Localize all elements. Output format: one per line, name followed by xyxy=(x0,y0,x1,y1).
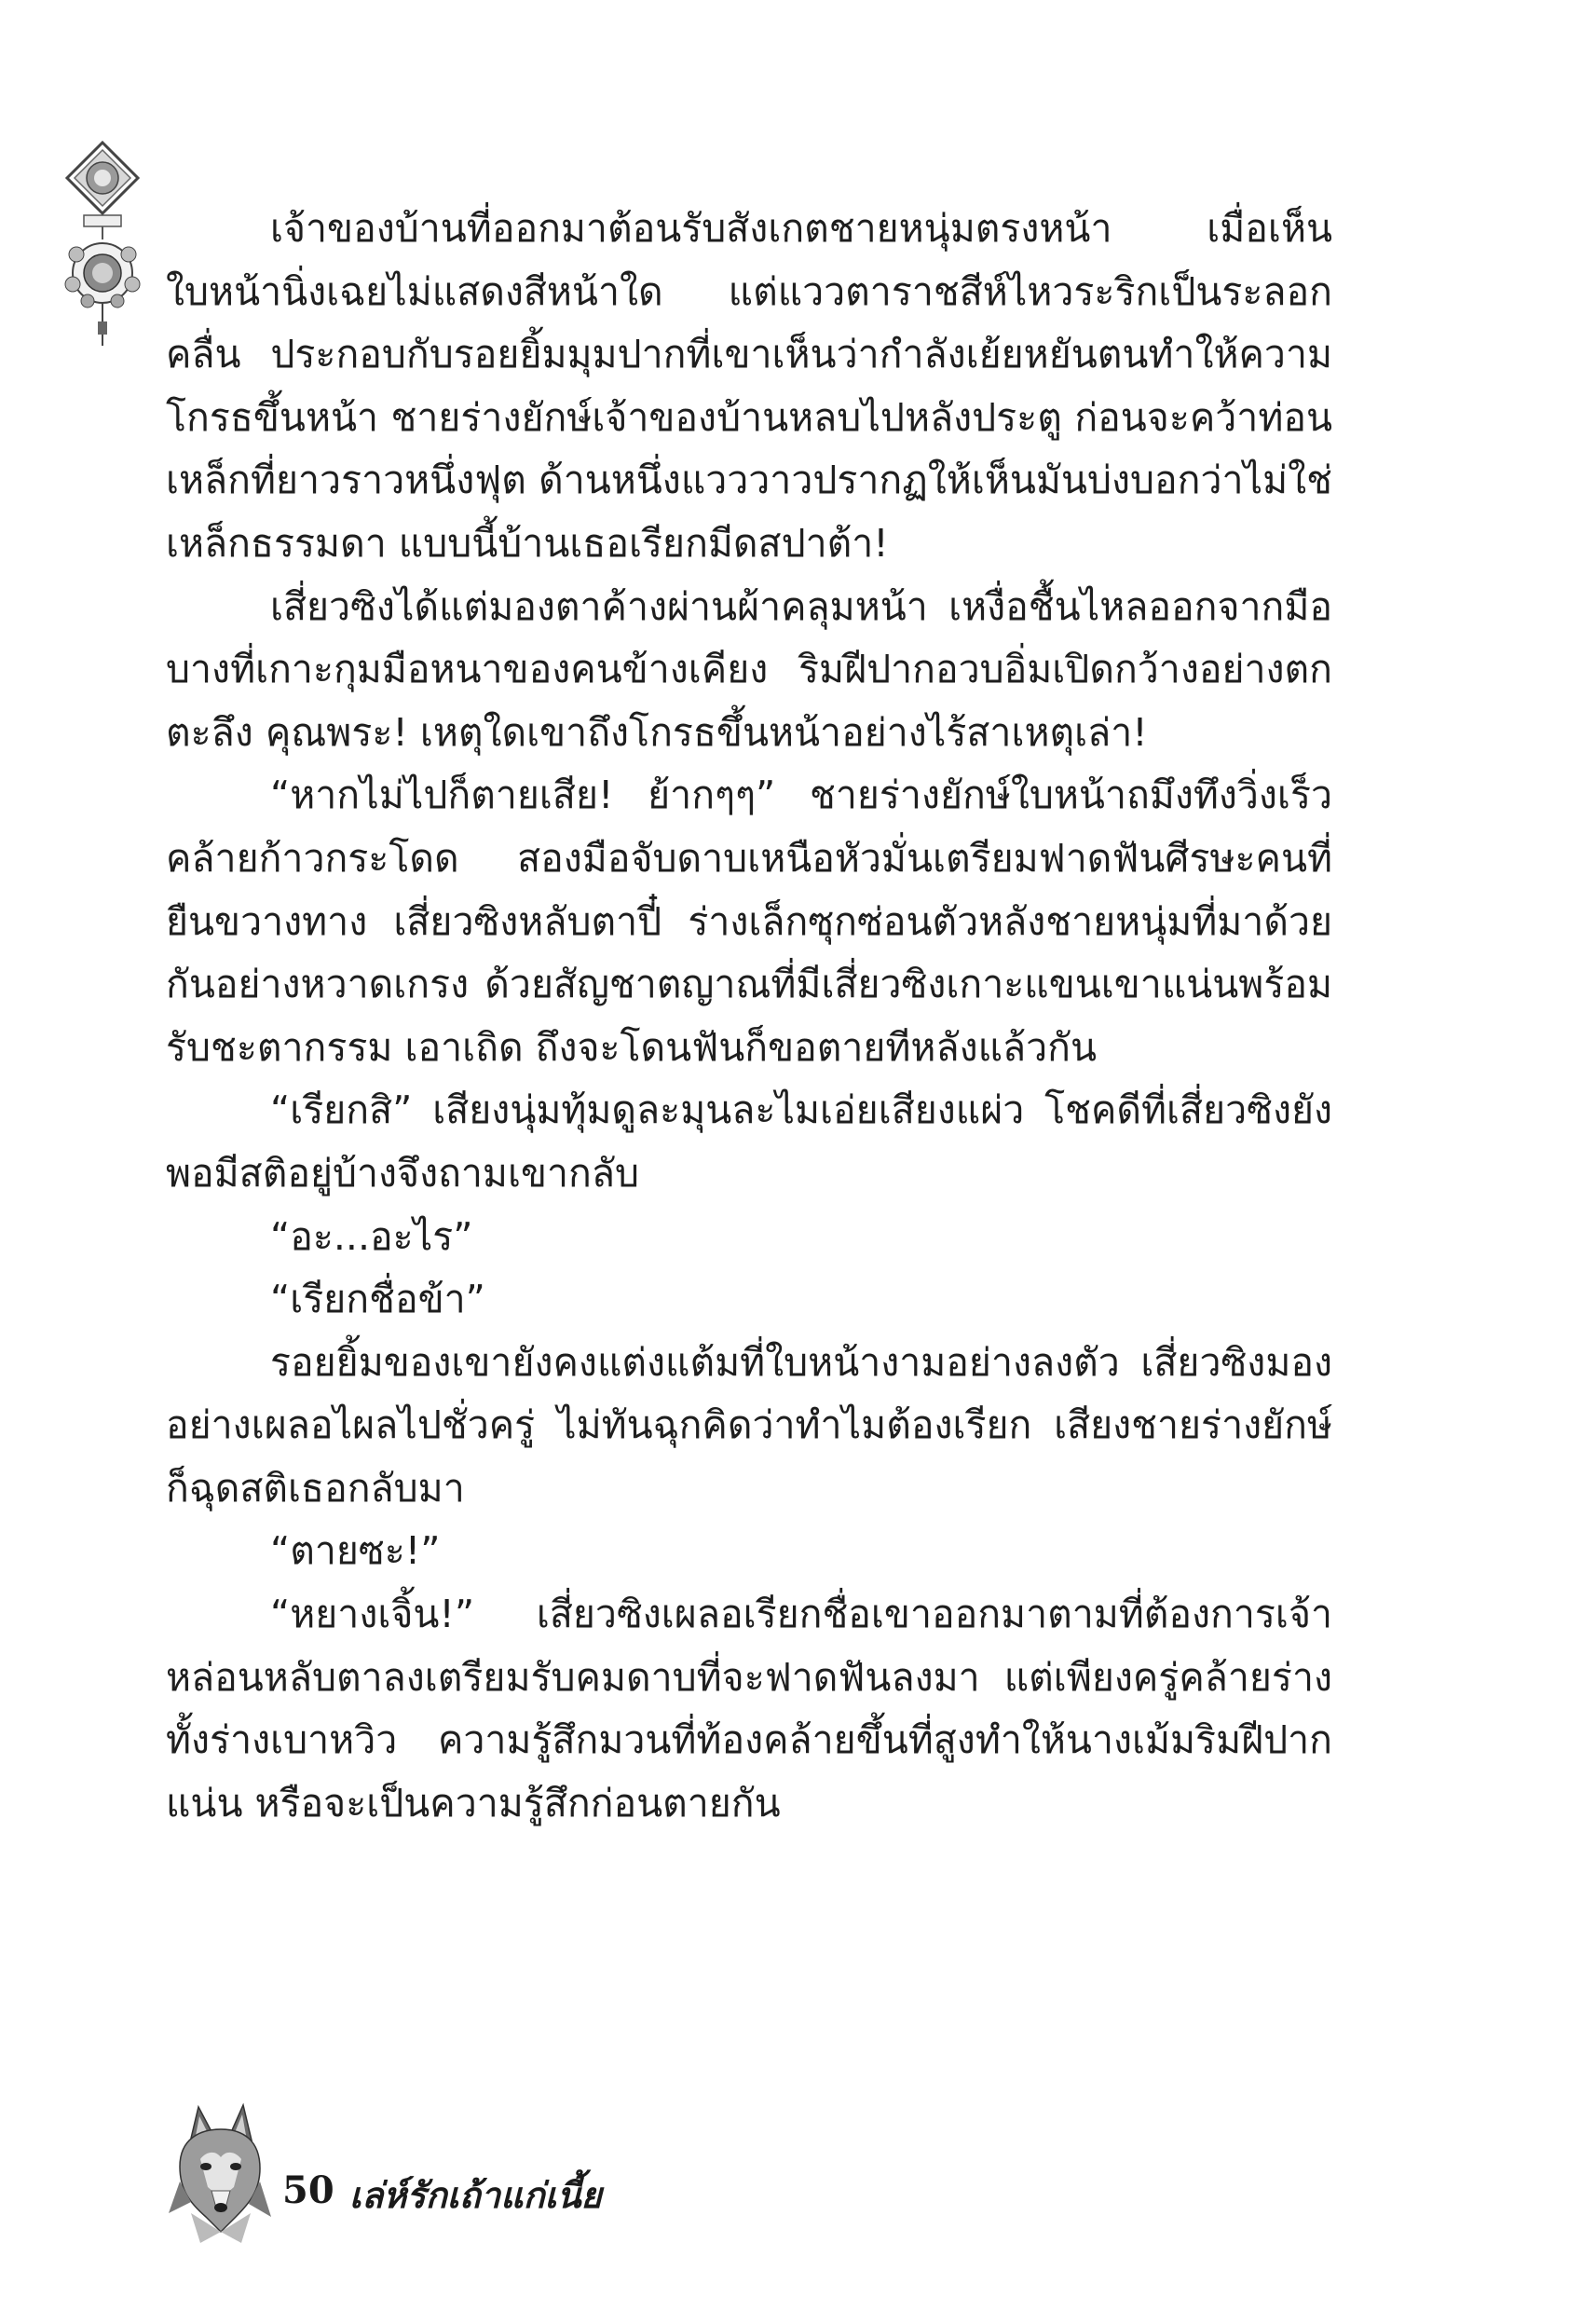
page-footer xyxy=(163,2101,722,2250)
paragraph-6: “เรียกชื่อข้า” xyxy=(270,1277,485,1322)
paragraph-4: “เรียกสิ” เสียงนุ่มทุ้มดูละมุนละไมเอ่ยเสียงแผ่ว โชคดีที่เสี่ยวซิงยังพอมีสติอยู่บ้างจึงถามเขากลับ xyxy=(166,1087,1332,1196)
page-number: 50 xyxy=(282,2168,334,2212)
paragraph-9: “หยางเจิ้น!” เสี่ยวซิงเผลอเรียกชื่อเขาออกมาตามที่ต้องการเจ้าหล่อนหลับตาลงเตรียมรับคมดาบที่จะฟาดฟันลงมา แต่เพียงครู่คล้ายร่างทั้งร่างเบาหวิว ความรู้สึกมวนที่ท้องคล้ายขึ้นที่สูงทำให้นางเม้มริมฝีปากแน่น หรือจะเป็นความรู้สึกก่อนตายกัน xyxy=(166,1592,1332,1826)
paragraph-3: “หากไม่ไปก็ตายเสีย! ย้ากๆๆ” ชายร่างยักษ์ใบหน้าถมึงทึงวิ่งเร็วคล้ายก้าวกระโดด สองมือจับดาบเหนือหัวมั่นเตรียมฟาดฟันศีรษะคนที่ยืนขวางทาง เสี่ยวซิงหลับตาปี๋ ร่างเล็กซุกซ่อนตัวหลังชายหนุ่มที่มาด้วยกันอย่างหวาดเกรง ด้วยสัญชาตญาณที่มีเสี่ยวซิงเกาะแขนเขาแน่นพร้อมรับชะตากรรม เอาเถิด ถึงจะโดนฟันก็ขอตายทีหลังแล้วกัน xyxy=(166,773,1332,1070)
wolf-icon xyxy=(163,2101,275,2246)
body-text xyxy=(166,198,1332,1835)
ornament-emblem-icon xyxy=(56,135,149,349)
book-title: เล่ห์รักเถ้าแก่เนี้ย xyxy=(349,2174,602,2216)
paragraph-5: “อะ...อะไร” xyxy=(270,1213,473,1259)
paragraph-2: เสี่ยวซิงได้แต่มองตาค้างผ่านผ้าคลุมหน้า เหงื่อชื้นไหลออกจากมือบางที่เกาะกุมมือหนาของคนข้างเคียง ริมฝีปากอวบอิ่มเปิดกว้างอย่างตกตะลึง คุณพระ! เหตุใดเขาถึงโกรธขึ้นหน้าอย่างไร้สาเหตุเล่า! xyxy=(166,583,1332,755)
paragraph-1: เจ้าของบ้านที่ออกมาต้อนรับสังเกตชายหนุ่มตรงหน้า เมื่อเห็นใบหน้านิ่งเฉยไม่แสดงสีหน้าใด แต่แววตาราชสีห์ไหวระริกเป็นระลอกคลื่น ประกอบกับรอยยิ้มมุมปากที่เขาเห็นว่ากำลังเย้ยหยันตนทำให้ความโกรธขึ้นหน้า ชายร่างยักษ์เจ้าของบ้านหลบไปหลังประตู ก่อนจะคว้าท่อนเหล็กที่ยาวราวหนึ่งฟุต ด้านหนึ่งแวววาวปรากฏให้เห็นมันบ่งบอกว่าไม่ใช่เหล็กธรรมดา แบบนี้บ้านเธอเรียกมีดสปาต้า! xyxy=(166,206,1332,566)
paragraph-8: “ตายซะ!” xyxy=(270,1528,441,1574)
paragraph-7: รอยยิ้มของเขายังคงแต่งแต้มที่ใบหน้างามอย่างลงตัว เสี่ยวซิงมองอย่างเผลอไผลไปชั่วครู่ ไม่ทันฉุกคิดว่าทำไมต้องเรียก เสียงชายร่างยักษ์ก็ฉุดสติเธอกลับมา xyxy=(166,1339,1332,1511)
